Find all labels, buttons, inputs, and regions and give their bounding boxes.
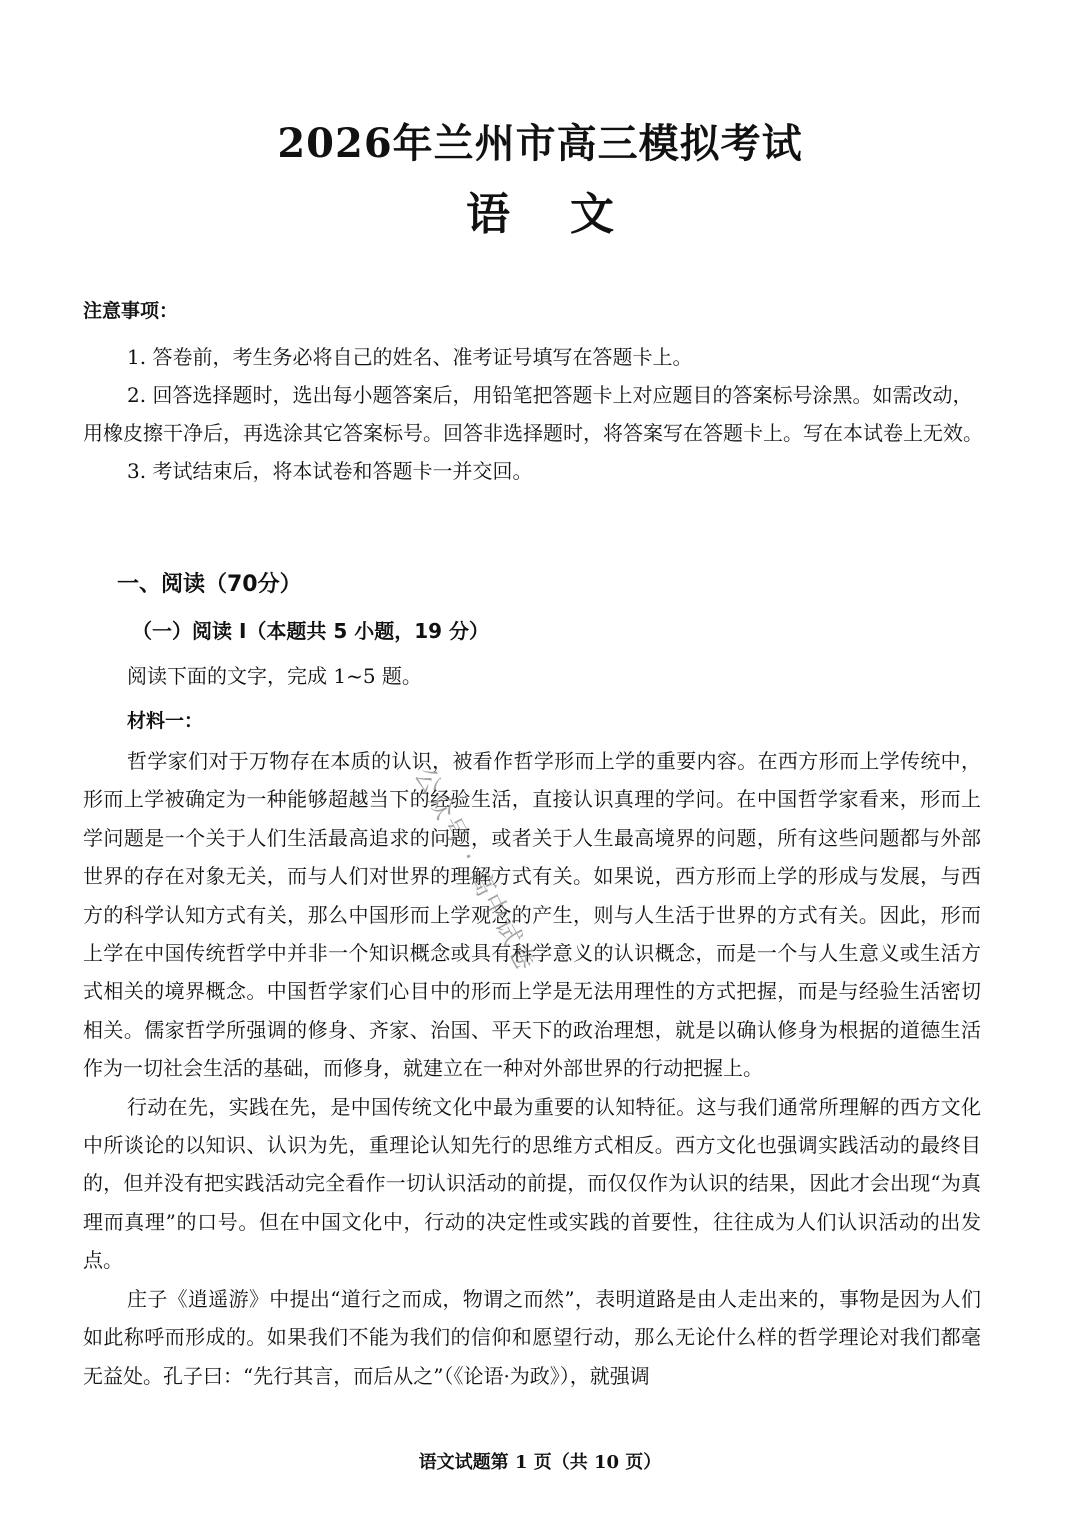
notice-item: 3. 考试结束后，将本试卷和答题卡一并交回。 <box>127 459 533 483</box>
passage-paragraph: 行动在先，实践在先，是中国传统文化中最为重要的认知特征。这与我们通常所理解的西方文化中所谈论的以知识、认识为先，重理论认知先行的思维方式相反。西方文化也强调实践活动的最终目的，但并没有把实践活动完全看作一切认识活动的前提，而仅仅作为认识的结果，因此才会出现“为真理而真理”的口号。但在中国文化中，行动的决定性或实践的首要性，往往成为人们认识活动的出发点。 <box>83 1094 981 1273</box>
notice-item: 1. 答卷前，考生务必将自己的姓名、准考证号填写在答题卡上。 <box>127 345 693 369</box>
passage-body <box>83 742 981 1395</box>
exam-title: 2026年兰州市高三模拟考试 <box>277 120 803 167</box>
material-label: 材料一： <box>127 710 204 732</box>
sub-heading: （一）阅读 I（本题共 5 小题，19 分） <box>132 619 490 643</box>
passage-paragraph: 庄子《逍遥游》中提出“道行之而成，物谓之而然”，表明道路是由人走出来的，事物是因为人们如此称呼而形成的。如果我们不能为我们的信仰和愿望行动，那么无论什么样的哲学理论对我们都毫无益处。孔子曰：“先行其言，而后从之”（《论语·为政》），就强调 <box>83 1286 981 1388</box>
watermark: 公众号 · 高中试卷 <box>408 762 542 978</box>
notice-heading: 注意事项： <box>83 300 179 322</box>
passage-paragraph: 哲学家们对于万物存在本质的认识，被看作哲学形而上学的重要内容。在西方形而上学传统中，形而上学被确定为一种能够超越当下的经验生活，直接认识真理的学问。在中国哲学家看来，形而上学问题是一个关于人们生活最高追求的问题，或者关于人生最高境界的问题，所有这些问题都与外部世界的存在对象无关，而与人们对世界的理解方式有关。如果说，西方形而上学的形成与发展，与西方的科学认知方式有关，那么中国形而上学观念的产生，则与人生活于世界的方式有关。因此，形而上学在中国传统哲学中并非一个知识概念或具有科学意义的认识概念，而是一个与人生意义或生活方式相关的境界概念。中国哲学家们心目中的形而上学是无法用理性的方式把握，而是与经验生活密切相关。儒家哲学所强调的修身、齐家、治国、平天下的政治理想，就是以确认修身为根据的道德生活作为一切社会生活的基础，而修身，就建立在一种对外部世界的行动把握上。 <box>83 749 981 1081</box>
page-footer: 语文试题第 1 页（共 10 页） <box>418 1452 662 1473</box>
subject-title: 语文 <box>466 189 674 240</box>
reading-instruction: 阅读下面的文字，完成 1~5 题。 <box>127 664 422 688</box>
section-heading: 一、阅读（70分） <box>117 572 302 597</box>
notice-item: 2. 回答选择题时，选出每小题答案后，用铅笔把答题卡上对应题目的答案标号涂黑。如需改动，用橡皮擦干净后，再选涂其它答案标号。回答非选择题时，将答案写在答题卡上。写在本试卷上无效。 <box>83 383 983 445</box>
notice-list <box>83 338 983 490</box>
